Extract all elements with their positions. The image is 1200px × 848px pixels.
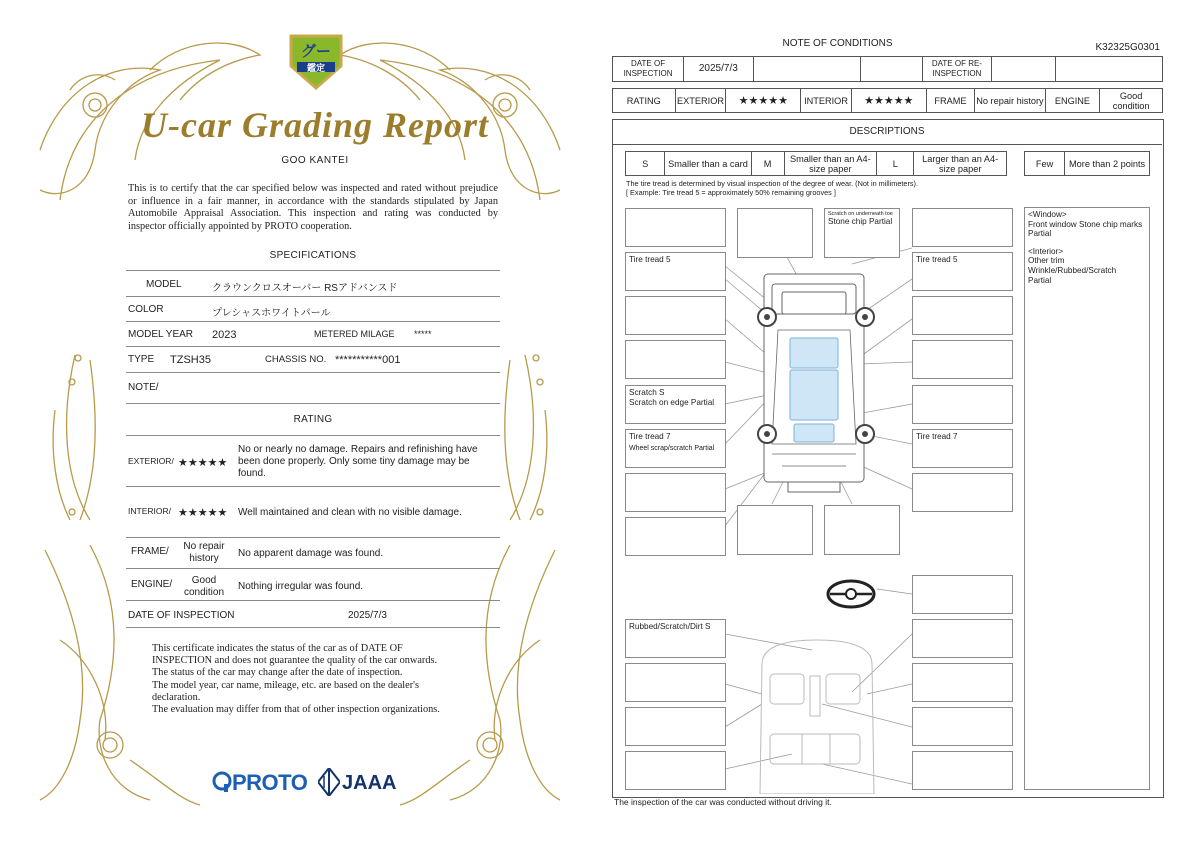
- tire-front-left-text: Tire tread 5: [629, 255, 671, 264]
- legend-m-text: Smaller than an A4-size paper: [784, 152, 877, 176]
- steering-wheel-icon: [828, 581, 874, 607]
- milage-value: *****: [414, 329, 432, 339]
- empty-cell: [753, 57, 860, 82]
- damage-box: [912, 751, 1013, 790]
- divider: [126, 568, 500, 569]
- tire-rear-left-box: [625, 429, 726, 468]
- damage-box: [625, 663, 726, 702]
- exterior-stars: ★★★★★: [726, 89, 801, 113]
- condition-notes: [1024, 207, 1150, 790]
- legend-l-text: Larger than an A4-size paper: [914, 152, 1007, 176]
- report-title: U-car Grading Report: [140, 105, 489, 145]
- svg-text:グー: グー: [300, 42, 332, 60]
- rating-heading: RATING: [293, 414, 333, 425]
- underneath-damage-box: [824, 208, 900, 258]
- proto-logo-icon: [212, 771, 232, 793]
- window-text: Front window Stone chip marks Partial: [1028, 219, 1143, 239]
- damage-box: [912, 473, 1013, 512]
- chassis-label: CHASSIS NO.: [265, 354, 327, 365]
- disclaimer-line: The status of the car may change after the date of inspection.: [152, 667, 403, 679]
- legend-few: Few: [1025, 152, 1065, 176]
- damage-box: [625, 473, 726, 512]
- divider: [126, 346, 500, 347]
- color-label: COLOR: [128, 304, 164, 315]
- legend-l: L: [877, 152, 914, 176]
- disclaimer-line: declaration.: [152, 691, 201, 703]
- color-value: プレシャスホワイトパール: [212, 308, 331, 319]
- few-legend-table: [1024, 151, 1150, 176]
- damage-box: [625, 707, 726, 746]
- empty-cell: [1055, 57, 1162, 82]
- scratch-code: Scratch S: [629, 388, 665, 397]
- legend-few-text: More than 2 points: [1065, 152, 1150, 176]
- interior-damage-box: [625, 619, 726, 658]
- damage-box: [625, 296, 726, 335]
- damage-box: [912, 619, 1013, 658]
- report-subtitle: GOO KANTEI: [281, 155, 349, 166]
- underneath-small-label: Scratch on underneath toe: [828, 211, 893, 217]
- reinspection-label: DATE OF RE-INSPECTION: [922, 57, 991, 82]
- divider: [126, 372, 500, 373]
- interior-label: INTERIOR/: [128, 506, 171, 516]
- exterior-description: No or nearly no damage. Repairs and refinishing have been done properly. Only some tiny damage may be found.: [238, 444, 478, 479]
- tire-rear-right-box: [912, 429, 1013, 468]
- certificate-disclaimer: [152, 643, 472, 716]
- divider: [126, 296, 500, 297]
- jaaa-logo-text: JAAA: [342, 772, 397, 794]
- damage-box: [737, 208, 813, 258]
- interior-text: Partial: [1028, 275, 1052, 285]
- damage-box: [625, 517, 726, 556]
- engine-description: Nothing irregular was found.: [238, 581, 364, 592]
- interior-label: INTERIOR: [801, 89, 852, 113]
- exterior-label: EXTERIOR: [675, 89, 726, 113]
- damage-box: [912, 208, 1013, 247]
- inspection-footnote: The inspection of the car was conducted without driving it.: [614, 797, 832, 807]
- damage-box: [625, 751, 726, 790]
- legend-s-text: Smaller than a card: [665, 152, 751, 176]
- interior-damage-text: Rubbed/Scratch/Dirt S: [629, 622, 711, 631]
- divider: [126, 627, 500, 628]
- model-label: MODEL: [146, 279, 182, 290]
- interior-text: Other trim: [1028, 256, 1065, 266]
- damage-box: [824, 505, 900, 555]
- goo-kantei-badge: [287, 32, 345, 90]
- svg-text:鑑定: 鑑定: [306, 64, 326, 74]
- chassis-value: ***********001: [335, 354, 401, 366]
- tire-rear-right-text: Tire tread 7: [916, 432, 958, 441]
- date-of-inspection-label: DATE OF INSPECTION: [128, 610, 235, 621]
- date-of-inspection-value: 2025/7/3: [348, 610, 387, 621]
- divider: [126, 435, 500, 436]
- engine-value: Good condition: [1100, 89, 1163, 113]
- milage-label: METERED MILAGE: [314, 329, 395, 339]
- damage-box: [912, 707, 1013, 746]
- reinspection-value: [992, 57, 1055, 82]
- damage-box: [625, 340, 726, 379]
- frame-label: FRAME/: [131, 546, 169, 557]
- model-year-label: MODEL YEAR: [128, 329, 194, 340]
- divider: [126, 270, 500, 271]
- steering-damage-box: [912, 575, 1013, 614]
- exterior-stars: ★★★★★: [178, 457, 228, 469]
- divider: [126, 403, 500, 404]
- underneath-damage-text: Stone chip Partial: [828, 217, 893, 226]
- interior-heading: <Interior>: [1028, 246, 1064, 256]
- disclaimer-line: This certificate indicates the status of the car as of DATE OF: [152, 643, 403, 654]
- note-of-conditions-title: NOTE OF CONDITIONS: [782, 38, 893, 49]
- rating-label: RATING: [613, 89, 676, 113]
- damage-box: [625, 208, 726, 247]
- frame-description: No apparent damage was found.: [238, 548, 384, 559]
- note-label: NOTE/: [128, 382, 159, 393]
- interior-stars: ★★★★★: [851, 89, 926, 113]
- divider: [126, 486, 500, 487]
- engine-label: ENGINE/: [131, 579, 173, 590]
- descriptions-heading: DESCRIPTIONS: [612, 119, 1162, 145]
- proto-logo-text: PROTO: [232, 770, 308, 795]
- window-heading: <Window>: [1028, 210, 1067, 219]
- damage-box: [912, 663, 1013, 702]
- model-year-value: 2023: [212, 329, 237, 341]
- exterior-label: EXTERIOR/: [128, 456, 174, 466]
- frame-value: No repair history: [183, 541, 225, 564]
- scratch-box: [625, 385, 726, 424]
- interior-stars: ★★★★★: [178, 507, 228, 519]
- disclaimer-line: The evaluation may differ from that of other inspection organizations.: [152, 704, 440, 716]
- certificate-intro: This is to certify that the car specified below was inspected and rated without prejudice or influence in a fair manner, in accordance with the standards stipulated by Japan Automobile Appraisal Association. This inspection and rating was conducted by inspector officially appointed by PROTO cooperation.: [128, 183, 498, 232]
- damage-box: [737, 505, 813, 555]
- tire-front-right-text: Tire tread 5: [916, 255, 958, 264]
- report-code: K32325G0301: [1095, 42, 1160, 53]
- engine-label: ENGINE: [1045, 89, 1100, 113]
- jaaa-logo-icon: [318, 768, 340, 796]
- tire-note-line: [ Example: Tire tread 5 = approximately 50% remaining grooves ]: [626, 188, 836, 197]
- divider: [126, 600, 500, 601]
- tire-rear-left-detail: Wheel scrap/scratch Partial: [629, 445, 715, 452]
- tire-note-line: The tire tread is determined by visual inspection of the degree of wear. (Not in millimeters).: [626, 179, 919, 188]
- frame-label: FRAME: [926, 89, 975, 113]
- frame-value: No repair history: [975, 89, 1045, 113]
- divider: [126, 537, 500, 538]
- rating-table: [612, 88, 1163, 113]
- legend-m: M: [751, 152, 784, 176]
- model-value: クラウンクロスオーバー RSアドバンスド: [212, 283, 398, 294]
- disclaimer-line: INSPECTION and does not guarantee the quality of the car onwards.: [152, 655, 438, 667]
- tire-front-right-box: [912, 252, 1013, 291]
- empty-cell: [860, 57, 922, 82]
- damage-box: [912, 385, 1013, 424]
- type-value: TZSH35: [170, 354, 211, 366]
- tire-rear-left-text: Tire tread 7: [629, 432, 671, 441]
- scratch-text: Scratch on edge Partial: [629, 398, 715, 407]
- type-label: TYPE: [128, 354, 155, 365]
- divider: [126, 321, 500, 322]
- date-of-inspection-value: 2025/7/3: [684, 57, 754, 82]
- damage-box: [912, 296, 1013, 335]
- inspection-date-table: [612, 56, 1163, 82]
- interior-text: Wrinkle/Rubbed/Scratch: [1028, 265, 1117, 275]
- interior-description: Well maintained and clean with no visible damage.: [238, 507, 462, 518]
- date-of-inspection-label: DATE OF INSPECTION: [613, 57, 684, 82]
- legend-s: S: [626, 152, 665, 176]
- tire-front-left-box: [625, 252, 726, 291]
- engine-value: Good condition: [183, 575, 225, 598]
- damage-box: [912, 340, 1013, 379]
- specifications-heading: SPECIFICATIONS: [269, 250, 357, 261]
- disclaimer-line: The model year, car name, mileage, etc. are based on the dealer's: [152, 679, 420, 691]
